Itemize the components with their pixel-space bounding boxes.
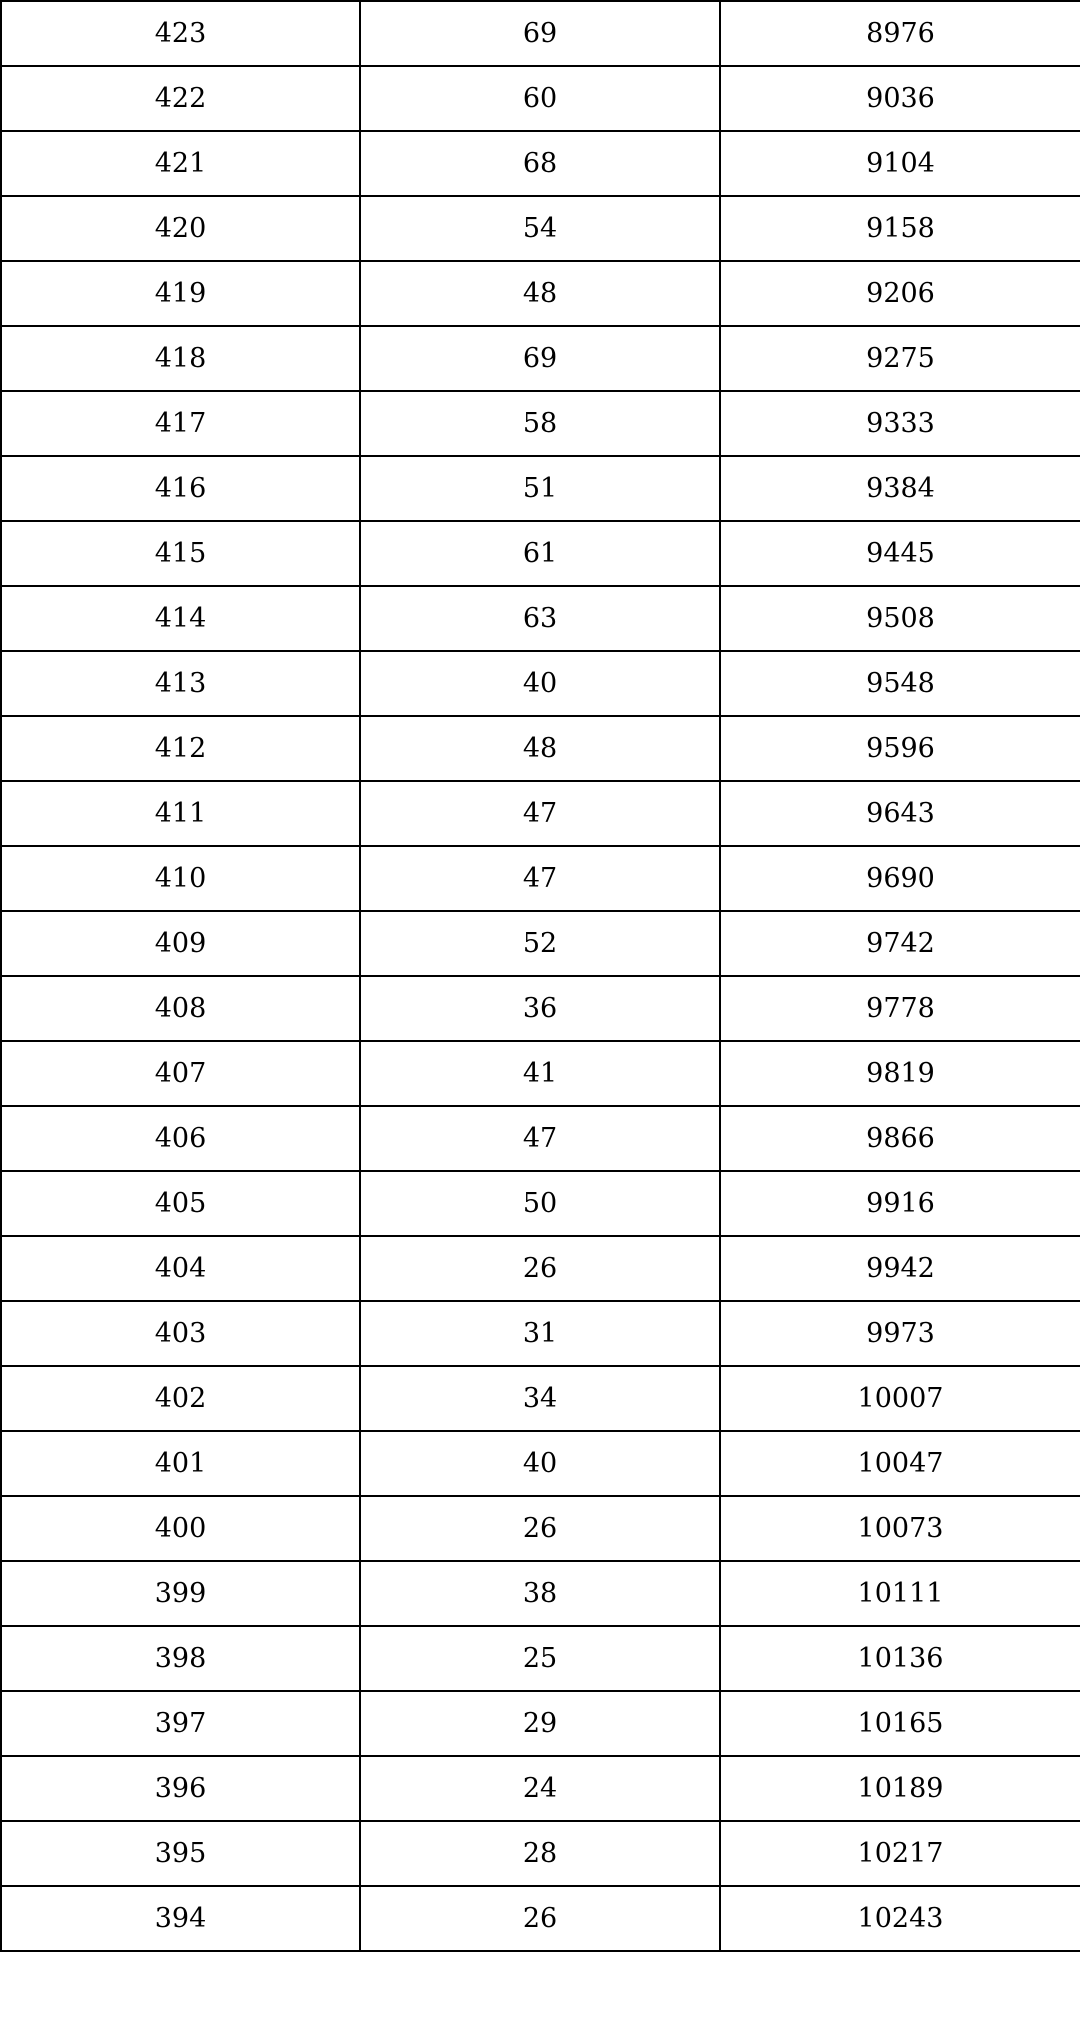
count-cell: 58 <box>360 391 720 456</box>
cumulative-cell: 10047 <box>720 1431 1080 1496</box>
count-cell: 47 <box>360 846 720 911</box>
table-row <box>1 1106 1080 1171</box>
table-row <box>1 1496 1080 1561</box>
score-cell: 396 <box>1 1756 360 1821</box>
cumulative-cell: 9643 <box>720 781 1080 846</box>
count-cell: 48 <box>360 261 720 326</box>
score-cell: 413 <box>1 651 360 716</box>
score-cell: 403 <box>1 1301 360 1366</box>
score-cell: 409 <box>1 911 360 976</box>
cumulative-cell: 8976 <box>720 1 1080 66</box>
count-cell: 31 <box>360 1301 720 1366</box>
count-cell: 38 <box>360 1561 720 1626</box>
cumulative-cell: 9036 <box>720 66 1080 131</box>
table-row <box>1 131 1080 196</box>
score-cell: 411 <box>1 781 360 846</box>
cumulative-cell: 10189 <box>720 1756 1080 1821</box>
score-cell: 415 <box>1 521 360 586</box>
cumulative-cell: 9819 <box>720 1041 1080 1106</box>
cumulative-cell: 9508 <box>720 586 1080 651</box>
count-cell: 52 <box>360 911 720 976</box>
score-cell: 412 <box>1 716 360 781</box>
score-cell: 395 <box>1 1821 360 1886</box>
score-cell: 417 <box>1 391 360 456</box>
table-row <box>1 781 1080 846</box>
count-cell: 69 <box>360 1 720 66</box>
count-cell: 26 <box>360 1496 720 1561</box>
cumulative-cell: 10243 <box>720 1886 1080 1951</box>
cumulative-cell: 9916 <box>720 1171 1080 1236</box>
cumulative-cell: 9742 <box>720 911 1080 976</box>
score-cell: 404 <box>1 1236 360 1301</box>
cumulative-cell: 9548 <box>720 651 1080 716</box>
count-cell: 25 <box>360 1626 720 1691</box>
score-cell: 408 <box>1 976 360 1041</box>
score-cell: 399 <box>1 1561 360 1626</box>
cumulative-cell: 9206 <box>720 261 1080 326</box>
count-cell: 69 <box>360 326 720 391</box>
count-cell: 50 <box>360 1171 720 1236</box>
cumulative-cell: 9158 <box>720 196 1080 261</box>
table-row <box>1 1301 1080 1366</box>
count-cell: 34 <box>360 1366 720 1431</box>
score-cell: 401 <box>1 1431 360 1496</box>
cumulative-cell: 10217 <box>720 1821 1080 1886</box>
cumulative-cell: 10073 <box>720 1496 1080 1561</box>
count-cell: 60 <box>360 66 720 131</box>
table-row <box>1 1821 1080 1886</box>
table-row <box>1 456 1080 521</box>
table-row <box>1 1561 1080 1626</box>
table-row <box>1 1171 1080 1236</box>
score-cell: 406 <box>1 1106 360 1171</box>
table-row <box>1 1 1080 66</box>
count-cell: 63 <box>360 586 720 651</box>
score-cell: 416 <box>1 456 360 521</box>
cumulative-cell: 10165 <box>720 1691 1080 1756</box>
cumulative-cell: 10007 <box>720 1366 1080 1431</box>
score-cell: 410 <box>1 846 360 911</box>
count-cell: 36 <box>360 976 720 1041</box>
score-cell: 405 <box>1 1171 360 1236</box>
score-cell: 398 <box>1 1626 360 1691</box>
table-row <box>1 326 1080 391</box>
cumulative-cell: 9690 <box>720 846 1080 911</box>
count-cell: 51 <box>360 456 720 521</box>
cumulative-cell: 9866 <box>720 1106 1080 1171</box>
cumulative-cell: 9104 <box>720 131 1080 196</box>
count-cell: 54 <box>360 196 720 261</box>
score-cell: 397 <box>1 1691 360 1756</box>
table-row <box>1 1236 1080 1301</box>
count-cell: 47 <box>360 781 720 846</box>
count-cell: 40 <box>360 1431 720 1496</box>
cumulative-cell: 9445 <box>720 521 1080 586</box>
table-row <box>1 66 1080 131</box>
count-cell: 48 <box>360 716 720 781</box>
table-row <box>1 391 1080 456</box>
count-cell: 41 <box>360 1041 720 1106</box>
score-cell: 407 <box>1 1041 360 1106</box>
count-cell: 47 <box>360 1106 720 1171</box>
cumulative-cell: 9275 <box>720 326 1080 391</box>
cumulative-cell: 10136 <box>720 1626 1080 1691</box>
table-row <box>1 1756 1080 1821</box>
table-row <box>1 976 1080 1041</box>
count-cell: 29 <box>360 1691 720 1756</box>
table-body <box>1 1 1080 1951</box>
score-cell: 420 <box>1 196 360 261</box>
score-cell: 414 <box>1 586 360 651</box>
table-row <box>1 651 1080 716</box>
score-cell: 402 <box>1 1366 360 1431</box>
table-row <box>1 1626 1080 1691</box>
cumulative-cell: 10111 <box>720 1561 1080 1626</box>
cumulative-cell: 9973 <box>720 1301 1080 1366</box>
table-row <box>1 261 1080 326</box>
count-cell: 26 <box>360 1236 720 1301</box>
count-cell: 61 <box>360 521 720 586</box>
table-row <box>1 846 1080 911</box>
cumulative-cell: 9384 <box>720 456 1080 521</box>
score-cell: 418 <box>1 326 360 391</box>
score-cell: 422 <box>1 66 360 131</box>
score-cell: 419 <box>1 261 360 326</box>
table-row <box>1 1366 1080 1431</box>
count-cell: 40 <box>360 651 720 716</box>
table-row <box>1 911 1080 976</box>
score-cell: 394 <box>1 1886 360 1951</box>
table-row <box>1 586 1080 651</box>
table-row <box>1 1691 1080 1756</box>
table-row <box>1 1431 1080 1496</box>
cumulative-cell: 9333 <box>720 391 1080 456</box>
count-cell: 26 <box>360 1886 720 1951</box>
score-cell: 400 <box>1 1496 360 1561</box>
count-cell: 28 <box>360 1821 720 1886</box>
cumulative-cell: 9942 <box>720 1236 1080 1301</box>
score-cell: 423 <box>1 1 360 66</box>
table-row <box>1 1886 1080 1951</box>
table-row <box>1 1041 1080 1106</box>
count-cell: 68 <box>360 131 720 196</box>
cumulative-cell: 9596 <box>720 716 1080 781</box>
cumulative-cell: 9778 <box>720 976 1080 1041</box>
count-cell: 24 <box>360 1756 720 1821</box>
table-row <box>1 196 1080 261</box>
table-row <box>1 716 1080 781</box>
score-cell: 421 <box>1 131 360 196</box>
table-row <box>1 521 1080 586</box>
